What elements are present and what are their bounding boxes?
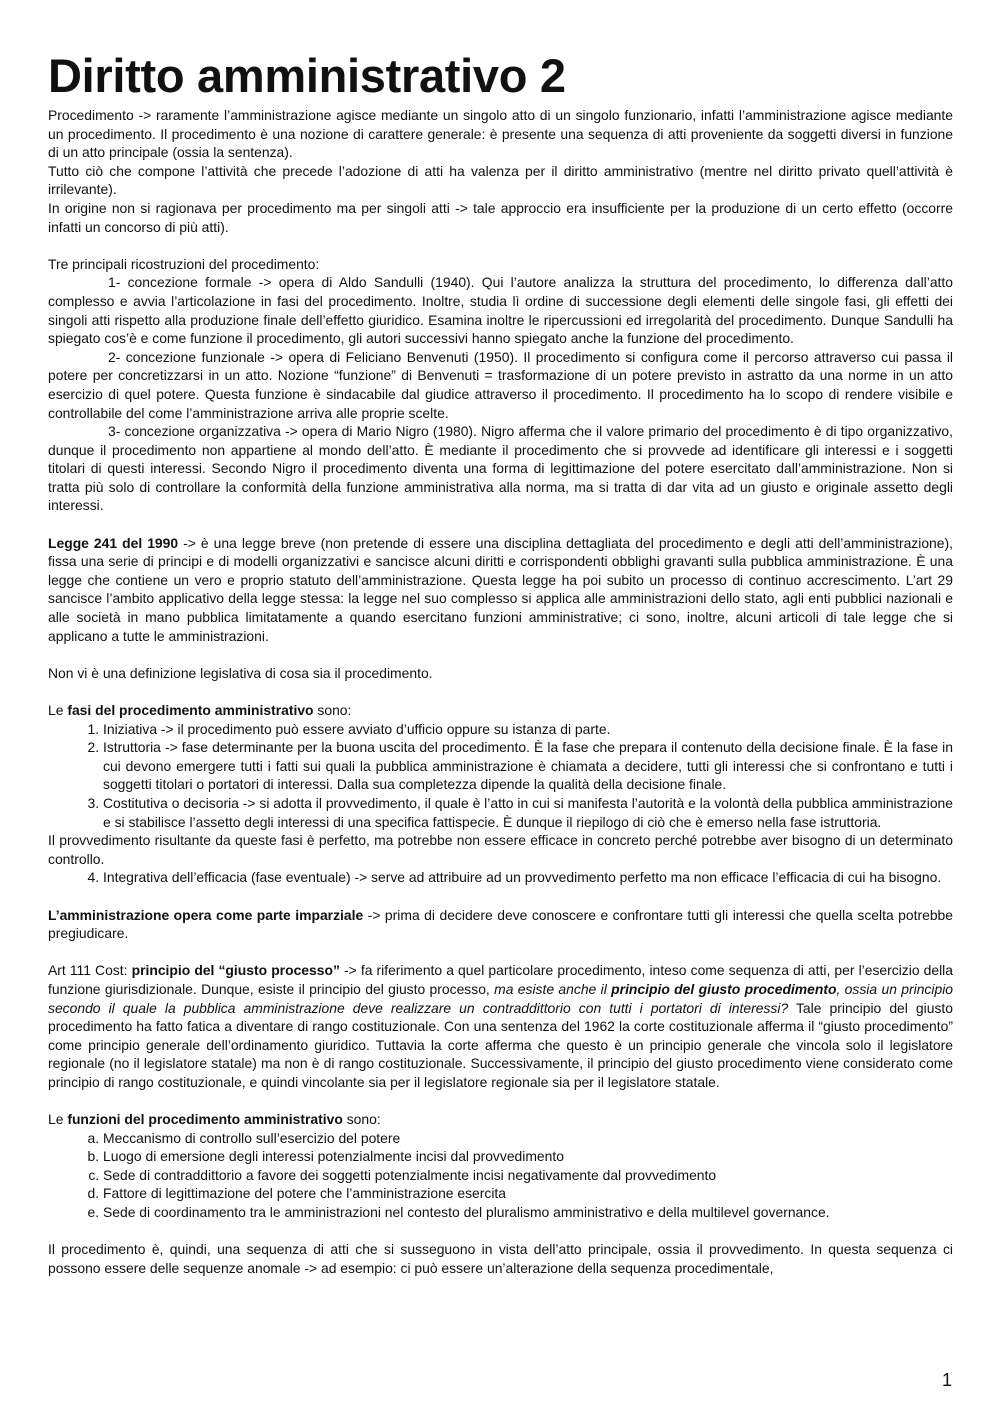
legge-241-bold: Legge 241 del 1990: [48, 534, 179, 551]
legge-241-paragraph: [48, 534, 953, 646]
imparziale-paragraph: [48, 906, 953, 943]
art111-text2: Tale principio del giusto procedimento ha fatto fatica a diventare di rango costituzionale. Con una sentenza del 1962 la corte costituzionale afferma il “giusto procedimento” come principio generale dell’ordinamento giuridico. Tuttavia la corte afferma che questo è un principio generale che vincola solo il legislatore regionale (no il legislatore statale) ma non è di rango costituzionale. Successivamente, il principio del giusto procedimento viene considerato come principio di rango costituzionale, e quindi vincolante sia per il legislatore regionale sia per il legislatore statale.: [48, 999, 953, 1090]
fase-item: 4. Integrativa dell’efficacia (fase eventuale) -> serve ad attribuire ad un provvedimento perfetto ma non efficace l’efficacia di cui ha bisogno.: [103, 868, 953, 887]
imparziale-text: -> prima di decidere deve conoscere e confrontare tutti gli interessi che quella scelta potrebbe pregiudicare.: [48, 906, 953, 942]
intro-paragraph-1: Procedimento -> raramente l’amministrazione agisce mediante un singolo atto di un singolo funzionario, infatti l’amministrazione agisce mediante un procedimento. Il procedimento è una nozione di carattere generale: è presente una sequenza di atti proveniente da soggetti diversi in funzione di un atto principale (ossia la sentenza).: [48, 107, 953, 161]
fase-item: 3. Costitutiva o decisoria -> si adotta il provvedimento, il quale è l’atto in cui si manifesta l’autorità e la volontà della pubblica amministrazione e si stabilisce l’assetto degli interessi di una specifica fattispecie. È dunque il riepilogo di ciò che è emerso nella fase istruttoria.: [103, 794, 953, 831]
no-definition-paragraph: Non vi è una definizione legislativa di cosa sia il procedimento.: [48, 664, 433, 681]
funzioni-heading-bold: funzioni del procedimento amministrativo: [67, 1111, 343, 1128]
art111-bold: principio del “giusto processo”: [131, 962, 340, 979]
fasi-heading-bold: fasi del procedimento amministrativo: [67, 702, 314, 718]
intro-paragraph-2: Tutto ciò che compone l’attività che precede l’adozione di atti ha valenza per il diritto amministrativo (mentre nel diritto privato quell’attività è irrilevante).: [48, 162, 953, 198]
art111-text1: -> fa riferimento a quel particolare procedimento, inteso come sequenza di atti, per l’esercizio della funzione giurisdizionale. Dunque, esiste il principio del giusto processo,: [48, 962, 953, 997]
fasi-middle-paragraph: Il provvedimento risultante da queste fasi è perfetto, ma potrebbe non essere efficace in concreto perché potrebbe aver bisogno di un determinato controllo.: [48, 832, 953, 867]
imparziale-bold: L’amministrazione opera come parte imparziale: [48, 906, 364, 923]
ricostruzioni-heading: Tre principali ricostruzioni del procedimento:: [48, 255, 320, 272]
legge-241-text: -> è una legge breve (non pretende di essere una disciplina dettagliata del procedimento e degli atti dell’amministrazione), fissa una serie di principi e di modelli organizzativi e sancisce alcuni diritti e corrispondenti obblighi gravanti sulla pubblica amministrazione. È una legge che contiene un vero e proprio statuto dell’amministrazione. Questa legge ha poi subito un processo di continuo accrescimento. L’art 29 sancisce l’ambito applicativo della legge stessa: la legge nel suo complesso si applica alle amministrazioni dello stato, agli enti pubblici nazionali e alle società in mano pubblica limitatamente a quando esercitano funzioni amministrative; ci sono, inoltre, alcuni articoli di tale legge che si applicano a tutte le amministrazioni.: [48, 534, 953, 644]
fasi-list-continued: [48, 868, 953, 887]
fase-item: 2. Istruttoria -> fase determinante per la buona uscita del procedimento. È la fase che prepara il contenuto della decisione finale. È la fase in cui devono emergere tutti i fatti sui quali la pubblica amministrazione è chiamata a decidere, tutti gli interessi che si confrontano e tutti i soggetti titolari o portatori di interessi. Dalla sua completezza dipende la qualità della decisione finale.: [103, 738, 953, 794]
ricostruzione-formale: 1- concezione formale -> opera di Aldo Sandulli (1940). Qui l’autore analizza la struttura del procedimento, lo differenza dall’atto complesso e avvia l’articolazione in fasi del procedimento. Inoltre, studia lì ordine di successione degli elementi delle singole fasi, gli effetti dei singoli atti rispetto alla produzione finale dell’effetto giuridico. Esamina inoltre le ripercussioni ed irregolarità del procedimento. Dunque Sandulli ha spiegato cos’è e come funzione il procedimento, gli autori successivi hanno spiegato anche la funzione del procedimento.: [48, 274, 953, 347]
funzioni-list: [48, 1129, 953, 1222]
page-number: 1: [941, 1370, 952, 1390]
document-title: Diritto amministrativo 2: [48, 49, 566, 102]
funzioni-heading-post: sono:: [342, 1111, 381, 1128]
art111-italic1: ma esiste anche il: [494, 980, 612, 997]
funzione-item: a. Meccanismo di controllo sull’esercizio del potere: [103, 1129, 953, 1148]
art111-italic2: , ossia un principio secondo il quale la pubblica amministrazione deve realizzare un contraddittorio con tutti i portatori di interessi?: [48, 980, 954, 1016]
closing-paragraph: Il procedimento è, quindi, una sequenza di atti che si susseguono in vista dell’atto principale, ossia il provvedimento. In questa sequenza ci possono essere delle sequenze anomale -> ad esempio: ci può essere un’alterazione della sequenza procedimentale,: [48, 1241, 953, 1276]
funzione-item: e. Sede di coordinamento tra le amministrazioni nel contesto del pluralismo amministrativo e della multilevel governance.: [103, 1203, 953, 1222]
document-page: [48, 48, 953, 1277]
fasi-heading-post: sono:: [313, 702, 352, 718]
funzioni-heading-pre: Le: [48, 1111, 68, 1128]
fase-item: 1. Iniziativa -> il procedimento può essere avviato d’ufficio oppure su istanza di parte.: [103, 720, 953, 739]
funzione-item: d. Fattore di legittimazione del potere che l’amministrazione esercita: [103, 1184, 953, 1203]
intro-paragraph-3: In origine non si ragionava per procedimento ma per singoli atti -> tale approccio era insufficiente per la produzione di un certo effetto (occorre infatti un concorso di più atti).: [48, 199, 953, 235]
art111-paragraph: [48, 961, 953, 1091]
funzione-item: b. Luogo di emersione degli interessi potenzialmente incisi dal provvedimento: [103, 1147, 953, 1166]
fasi-list: [48, 720, 953, 832]
ricostruzione-organizzativa: 3- concezione organizzativa -> opera di Mario Nigro (1980). Nigro afferma che il valore primario del procedimento è di tipo organizzativo, dunque il procedimento non appartiene al mondo dell’atto. È mediante il procedimento che si provvede ad identificare gli interessi e i soggetti titolari di questi interessi. Secondo Nigro il procedimento diventa una forma di legittimazione del potere esercitato dall’amministrazione. Non si tratta più solo di controllare la conformità della funzione amministrativa alla norma, ma si tratta di dar vita ad un giusto e originale assetto degli interessi.: [48, 423, 953, 514]
funzioni-heading: [48, 1110, 953, 1129]
ricostruzione-funzionale: 2- concezione funzionale -> opera di Feliciano Benvenuti (1950). Il procedimento si configura come il percorso attraverso cui passa il potere per concretizzarsi in un atto. Nozione “funzione” di Benvenuti = trasformazione di un potere previsto in astratto da una norme in un atto esercizio di quel potere. Questa funzione è sindacabile dal giudice attraverso il procedimento. Il procedimento ha lo scopo di rendere visibile e controllabile del come l’amministrazione arriva alle proprie scelte.: [48, 348, 953, 421]
fasi-heading-pre: Le: [48, 702, 68, 718]
art111-bolditalic: principio del giusto procedimento: [611, 980, 837, 997]
fasi-heading: [48, 701, 953, 720]
art111-pre: Art 111 Cost:: [48, 962, 132, 979]
funzione-item: c. Sede di contraddittorio a favore dei soggetti potenzialmente incisi negativamente dal provvedimento: [103, 1166, 953, 1185]
